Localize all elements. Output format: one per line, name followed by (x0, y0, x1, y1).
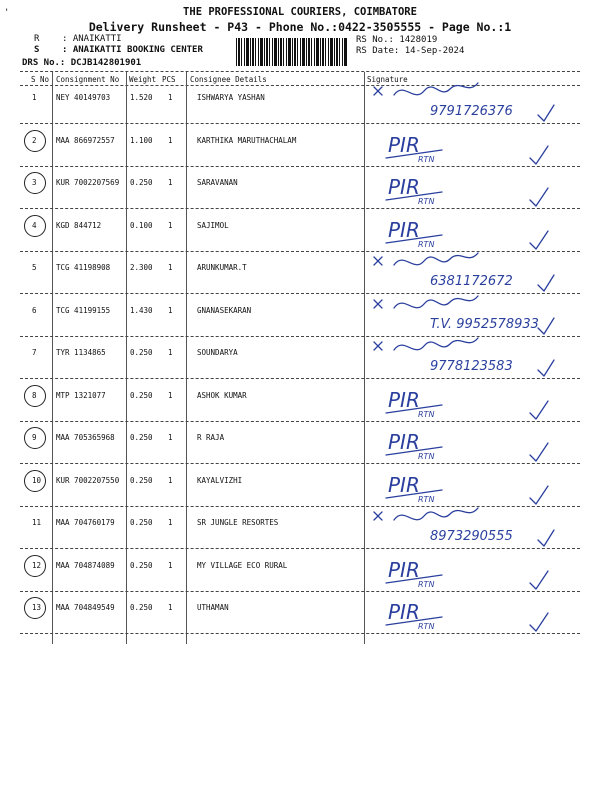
signature-ink (370, 506, 580, 550)
row-weight: 1.100 (130, 135, 153, 145)
cross-mark-icon (374, 342, 382, 350)
handwritten-circle (24, 385, 46, 407)
row-consignee-name: UTHAMAN (197, 603, 229, 612)
row-consignee-name: R RAJA (197, 433, 225, 442)
cross-mark-icon (374, 257, 382, 265)
pir-mark: PIR (388, 132, 420, 157)
signature-scribble (394, 508, 478, 520)
row-consignment-no: KGD 844712 (56, 220, 102, 230)
row-pcs: 1 (168, 560, 173, 570)
handwritten-circle (24, 130, 46, 152)
handwritten-circle (24, 172, 46, 194)
row-pcs: 1 (168, 135, 173, 145)
row-weight: 0.250 (130, 560, 153, 570)
column-divider (186, 72, 187, 644)
check-mark-icon (530, 188, 548, 206)
check-mark-icon (538, 360, 554, 376)
row-sno: 5 (32, 263, 37, 272)
row-weight: 1.430 (130, 305, 153, 315)
cross-mark-icon (374, 300, 382, 308)
row-pcs: 1 (168, 263, 173, 272)
signature-ink (370, 336, 580, 380)
handwritten-circle (24, 555, 46, 577)
row-consignee-name: MY VILLAGE ECO RURAL (197, 560, 288, 570)
handwritten-circle (24, 427, 46, 449)
row-consignment-no: MAA 705365968 (56, 433, 115, 442)
signature-ink (370, 464, 580, 508)
row-pcs: 1 (168, 178, 173, 187)
row-sno: 10 (32, 475, 42, 485)
handwritten-circle (24, 215, 46, 237)
handwritten-phone: 9778123583 (430, 359, 513, 374)
row-consignee-name: SARAVANAN (197, 178, 238, 187)
signature-scribble (394, 338, 478, 350)
row-consignment-no: TCG 41198908 (56, 263, 111, 272)
row-sno: 1 (32, 93, 37, 102)
signature-ink (370, 549, 580, 593)
signature-scribble (394, 83, 478, 95)
row-consignment-no: MAA 704849549 (56, 603, 115, 612)
row-consignment-no: NEY 40149703 (56, 93, 111, 102)
row-sno: 4 (32, 220, 37, 230)
barcode-image (236, 38, 348, 66)
check-mark-icon (538, 318, 554, 334)
check-mark-icon (530, 571, 548, 589)
check-mark-icon (530, 146, 548, 164)
row-sno: 13 (32, 603, 42, 612)
scan-mark: ' (4, 8, 10, 18)
pir-mark: PIR (388, 175, 420, 199)
check-mark-icon (538, 275, 554, 291)
row-consignment-no: MAA 866972557 (56, 135, 115, 145)
col-header-weight: Weight (129, 75, 157, 84)
rs-number: RS No.: 1428019 (356, 35, 438, 45)
col-header-pcs: PCS (162, 75, 176, 84)
row-weight: 0.250 (130, 518, 153, 527)
route-label: R (34, 34, 40, 44)
handwritten-phone: T.V. 9952578933 (430, 316, 539, 332)
col-header-sno: S No (31, 75, 50, 84)
rtn-mark: RTN (418, 154, 435, 164)
column-divider (52, 72, 53, 644)
row-consignee-name: KAYALVIZHI (197, 475, 243, 485)
rtn-mark: RTN (418, 494, 435, 504)
row-weight: 0.250 (130, 178, 153, 187)
row-weight: 0.250 (130, 348, 153, 357)
row-pcs: 1 (168, 603, 173, 612)
row-consignment-no: MTP 1321077 (56, 390, 106, 400)
route-value: : ANAIKATTI (62, 34, 122, 44)
cross-mark-icon (374, 512, 382, 520)
row-pcs: 1 (168, 93, 173, 102)
col-header-consignee: Consignee Details (190, 75, 267, 84)
col-header-consignment: Consignment No (56, 75, 120, 84)
row-consignee-name: SR JUNGLE RESORTES (197, 518, 279, 527)
signature-scribble (394, 253, 478, 265)
company-title: THE PROFESSIONAL COURIERS, COIMBATORE (183, 6, 417, 18)
row-sno: 7 (32, 348, 37, 357)
column-divider (126, 72, 127, 644)
row-consignment-no: KUR 7002207550 (56, 475, 120, 485)
signature-ink (370, 209, 580, 253)
row-pcs: 1 (168, 518, 173, 527)
table-top-rule (20, 71, 580, 72)
row-consignment-no: TCG 41199155 (56, 305, 111, 315)
handwritten-circle (24, 597, 46, 619)
pir-mark: PIR (388, 600, 420, 624)
row-consignee-name: ISHWARYA YASHAN (197, 93, 265, 102)
signature-ink (370, 591, 580, 635)
row-pcs: 1 (168, 390, 173, 400)
row-consignment-no: KUR 7002207569 (56, 178, 120, 187)
drs-number: DRS No.: DCJB142801901 (22, 58, 142, 68)
row-weight: 0.100 (130, 220, 153, 230)
station-label: S (34, 45, 40, 55)
signature-ink (370, 124, 580, 168)
handwritten-phone: 6381172672 (430, 274, 513, 289)
rtn-mark: RTN (418, 452, 435, 461)
rtn-mark: RTN (418, 622, 435, 631)
rs-date: RS Date: 14-Sep-2024 (356, 46, 465, 56)
signature-ink (370, 294, 580, 338)
row-sno: 2 (32, 135, 37, 145)
row-pcs: 1 (168, 220, 173, 230)
column-divider (364, 72, 365, 644)
pir-mark: PIR (388, 217, 420, 242)
row-pcs: 1 (168, 348, 173, 357)
check-mark-icon (538, 105, 554, 121)
station-value: : ANAIKATTI BOOKING CENTER (62, 45, 203, 55)
row-sno: 3 (32, 178, 37, 187)
col-header-signature: Signature (367, 75, 408, 84)
check-mark-icon (530, 486, 548, 504)
row-sno: 8 (32, 390, 37, 400)
signature-ink (370, 379, 580, 423)
check-mark-icon (530, 401, 548, 419)
handwritten-circle (24, 470, 46, 492)
row-pcs: 1 (168, 475, 173, 485)
pir-mark: PIR (388, 387, 420, 412)
row-sno: 9 (32, 433, 37, 442)
pir-mark: PIR (388, 472, 420, 497)
signature-scribble (394, 296, 478, 308)
check-mark-icon (530, 231, 548, 249)
handwritten-phone: 9791726376 (430, 104, 513, 119)
row-sno: 12 (32, 560, 42, 570)
row-pcs: 1 (168, 305, 173, 315)
cross-mark-icon (374, 87, 382, 95)
row-consignment-no: MAA 704874089 (56, 560, 115, 570)
row-weight: 0.250 (130, 433, 153, 442)
row-weight: 1.520 (130, 93, 153, 102)
rtn-mark: RTN (418, 197, 435, 206)
row-consignee-name: GNANASEKARAN (197, 305, 252, 315)
row-sno: 11 (32, 518, 42, 527)
check-mark-icon (538, 530, 554, 546)
signature-ink (370, 81, 580, 125)
signature-ink (370, 251, 580, 295)
row-consignment-no: TYR 1134865 (56, 348, 106, 357)
rtn-mark: RTN (418, 579, 435, 589)
row-consignee-name: KARTHIKA MARUTHACHALAM (197, 135, 297, 145)
row-consignee-name: ARUNKUMAR.T (197, 263, 247, 272)
pir-mark: PIR (388, 430, 420, 454)
row-pcs: 1 (168, 433, 173, 442)
rtn-mark: RTN (418, 239, 435, 249)
check-mark-icon (530, 613, 548, 631)
signature-ink (370, 421, 580, 465)
row-weight: 2.300 (130, 263, 153, 272)
check-mark-icon (530, 443, 548, 461)
signature-ink (370, 166, 580, 210)
handwritten-phone: 8973290555 (430, 529, 513, 544)
row-consignee-name: SOUNDARYA (197, 348, 238, 357)
row-consignment-no: MAA 704760179 (56, 518, 115, 527)
row-sno: 6 (32, 305, 37, 315)
row-weight: 0.250 (130, 603, 153, 612)
row-consignee-name: ASHOK KUMAR (197, 390, 247, 400)
row-weight: 0.250 (130, 475, 153, 485)
pir-mark: PIR (388, 557, 420, 582)
rtn-mark: RTN (418, 409, 435, 419)
row-weight: 0.250 (130, 390, 153, 400)
row-consignee-name: SAJIMOL (197, 220, 229, 230)
runsheet-subtitle: Delivery Runsheet - P43 - Phone No.:0422-3505555 - Page No.:1 (88, 20, 512, 34)
